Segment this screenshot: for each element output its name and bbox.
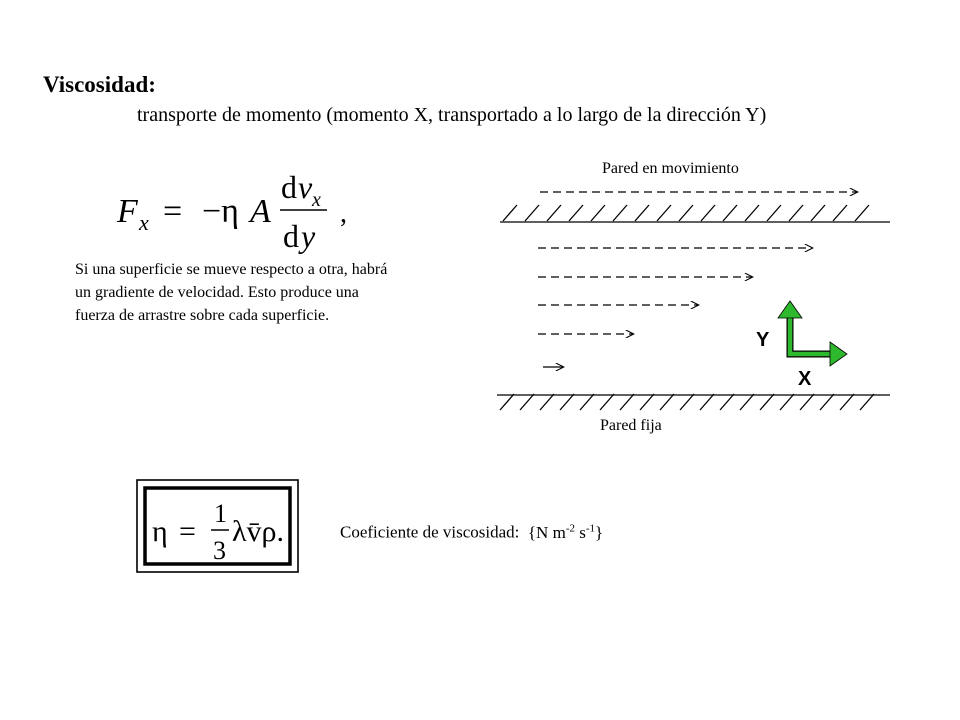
moving-wall (500, 205, 890, 222)
y-axis-label: Y (756, 329, 770, 351)
eq-d-denominator: d (283, 218, 299, 254)
fixed-wall-hatch (520, 394, 534, 410)
coefficient-text: Coeficiente de viscosidad: (340, 522, 520, 542)
fixed-wall-hatch (700, 394, 714, 410)
eq-comma: , (340, 198, 347, 229)
coefficient-units: {N $m^{-2}$ $s^{-1}$} (527, 522, 604, 542)
x-axis-label: X (798, 368, 812, 390)
moving-wall-hatch (767, 205, 781, 221)
moving-wall-hatch (613, 205, 627, 221)
moving-wall-hatch (635, 205, 649, 221)
fixed-wall-hatch (680, 394, 694, 410)
fixed-wall (497, 394, 890, 410)
eq-d-numerator: d (281, 169, 297, 205)
eq-x-subscript-2: x (312, 189, 321, 211)
viscosity-denominator: 3 (213, 536, 226, 565)
moving-wall-hatch (569, 205, 583, 221)
eq-A: A (250, 193, 271, 230)
moving-wall-hatch (811, 205, 825, 221)
moving-wall-hatch (657, 205, 671, 221)
moving-wall-hatch (723, 205, 737, 221)
viscosity-numerator: 1 (214, 499, 227, 528)
moving-wall-hatch (679, 205, 693, 221)
moving-wall-hatch (525, 205, 539, 221)
moving-wall-hatch (591, 205, 605, 221)
axes-outline (790, 315, 835, 354)
fixed-wall-hatch (540, 394, 554, 410)
fixed-wall-hatch (600, 394, 614, 410)
viscosity-equals: = (179, 515, 196, 548)
fixed-wall-hatch (620, 394, 634, 410)
coordinate-axes (756, 301, 847, 390)
moving-wall-hatch (503, 205, 517, 221)
moving-wall-hatch (547, 205, 561, 221)
fixed-wall-hatch (800, 394, 814, 410)
moving-wall-hatch (855, 205, 869, 221)
moving-wall-hatch (789, 205, 803, 221)
viscosity-equation-box (137, 480, 298, 572)
velocity-profile-arrows (538, 192, 857, 367)
axes-lines (790, 315, 835, 354)
viscosity-rest: λv̄ρ. (232, 515, 285, 548)
fixed-wall-hatch (860, 394, 874, 410)
slide-subtitle: transporte de momento (momento X, transportado a lo largo de la dirección Y) (137, 104, 767, 126)
fixed-wall-hatch (500, 394, 514, 410)
description-line-1: Si una superficie se mueve respecto a otra, habrá (75, 261, 388, 278)
fixed-wall-hatch (640, 394, 654, 410)
eq-y: y (301, 218, 316, 254)
fixed-wall-hatch (560, 394, 574, 410)
fixed-wall-hatch (780, 394, 794, 410)
fixed-wall-hatch (660, 394, 674, 410)
description-line-2: un gradiente de velocidad. Esto produce una (75, 284, 359, 301)
fixed-wall-hatch (760, 394, 774, 410)
eq-equals: = (163, 193, 183, 230)
moving-wall-hatch (745, 205, 759, 221)
moving-wall-hatch (833, 205, 847, 221)
eq-x-subscript: x (139, 210, 149, 235)
fixed-wall-hatch (720, 394, 734, 410)
force-equation (116, 169, 347, 254)
fixed-wall-label: Pared fija (600, 417, 662, 434)
x-axis-arrowhead (830, 342, 847, 366)
eq-v: v (298, 169, 313, 205)
viscosity-eta: η (152, 515, 168, 548)
eq-minus-eta: −η (202, 193, 239, 230)
fixed-wall-hatch (580, 394, 594, 410)
slide-title: Viscosidad: (43, 72, 156, 97)
moving-wall-hatch (701, 205, 715, 221)
fixed-wall-hatch (740, 394, 754, 410)
moving-wall-label: Pared en movimiento (602, 160, 739, 177)
fixed-wall-hatch (840, 394, 854, 410)
description-line-3: fuerza de arrastre sobre cada superficie. (75, 307, 330, 324)
y-axis-arrowhead (778, 301, 802, 318)
eq-F: F (117, 193, 138, 230)
fixed-wall-hatch (820, 394, 834, 410)
